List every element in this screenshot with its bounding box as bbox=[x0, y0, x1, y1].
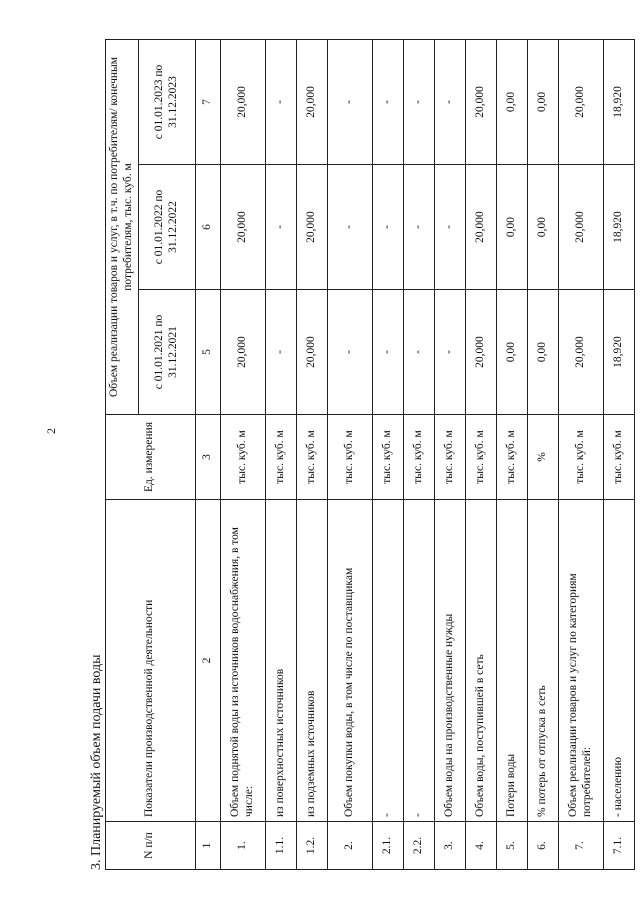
row-value-2023: 0,00 bbox=[496, 39, 527, 164]
row-indicator: % потерь от отпуска в сеть bbox=[527, 500, 558, 822]
row-unit: тыс. куб. м bbox=[403, 415, 434, 500]
row-number: 7.1. bbox=[603, 822, 634, 870]
column-numbers-row bbox=[195, 39, 220, 869]
row-value-2023: - bbox=[327, 39, 372, 164]
table-row bbox=[403, 39, 434, 869]
row-unit: % bbox=[527, 415, 558, 500]
table-row bbox=[527, 39, 558, 869]
page-number: 2 bbox=[44, 428, 58, 434]
table-row bbox=[296, 39, 327, 869]
colnum: 5 bbox=[195, 290, 220, 415]
row-number: 2.2. bbox=[403, 822, 434, 870]
row-number: 2. bbox=[327, 822, 372, 870]
row-indicator: из подземных источников bbox=[296, 500, 327, 822]
row-value-2023: 20,000 bbox=[220, 39, 265, 164]
row-value-2022: - bbox=[265, 165, 296, 290]
row-indicator: - населению bbox=[603, 500, 634, 822]
colnum: 7 bbox=[195, 39, 220, 164]
colnum: 6 bbox=[195, 165, 220, 290]
section-title: 3. Планируемый объем подачи воды bbox=[89, 654, 104, 870]
row-value-2023: - bbox=[265, 39, 296, 164]
row-unit: тыс. куб. м bbox=[558, 415, 603, 500]
colnum: 1 bbox=[195, 822, 220, 870]
row-value-2022: - bbox=[403, 165, 434, 290]
row-value-2022: 20,000 bbox=[296, 165, 327, 290]
header-group: Объем реализации товаров и услуг, в т.ч. по потребителям/ конечным потребителям, тыс. куб. м bbox=[106, 39, 139, 414]
row-value-2022: 0,00 bbox=[496, 165, 527, 290]
row-indicator: Объем покупки воды, в том числе по поставщикам bbox=[327, 500, 372, 822]
row-value-2021: 20,000 bbox=[220, 290, 265, 415]
row-value-2023: 18,920 bbox=[603, 39, 634, 164]
row-number: 3. bbox=[434, 822, 465, 870]
row-unit: тыс. куб. м bbox=[496, 415, 527, 500]
header-unit: Ед. измерения bbox=[106, 415, 196, 500]
table-row bbox=[465, 39, 496, 869]
row-value-2021: 18,920 bbox=[603, 290, 634, 415]
row-indicator: Объем поднятой воды из источников водоснабжения, в том числе: bbox=[220, 500, 265, 822]
row-indicator: - bbox=[403, 500, 434, 822]
row-value-2023: 20,000 bbox=[465, 39, 496, 164]
colnum: 3 bbox=[195, 415, 220, 500]
row-indicator: - bbox=[372, 500, 403, 822]
row-number: 1.2. bbox=[296, 822, 327, 870]
row-unit: тыс. куб. м bbox=[220, 415, 265, 500]
rotated-content bbox=[75, 40, 624, 870]
row-value-2023: 20,000 bbox=[296, 39, 327, 164]
row-value-2022: 0,00 bbox=[527, 165, 558, 290]
row-indicator: из поверхностных источников bbox=[265, 500, 296, 822]
row-unit: тыс. куб. м bbox=[372, 415, 403, 500]
row-value-2022: 20,000 bbox=[220, 165, 265, 290]
row-value-2021: - bbox=[372, 290, 403, 415]
row-number: 5. bbox=[496, 822, 527, 870]
row-value-2021: 20,000 bbox=[558, 290, 603, 415]
row-unit: тыс. куб. м bbox=[434, 415, 465, 500]
row-value-2021: - bbox=[403, 290, 434, 415]
row-number: 1. bbox=[220, 822, 265, 870]
row-value-2022: - bbox=[372, 165, 403, 290]
row-number: 7. bbox=[558, 822, 603, 870]
row-number: 4. bbox=[465, 822, 496, 870]
table-row bbox=[496, 39, 527, 869]
row-indicator: Объем реализации товаров и услуг по категориям потребителей: bbox=[558, 500, 603, 822]
row-value-2023: 0,00 bbox=[527, 39, 558, 164]
row-value-2022: - bbox=[434, 165, 465, 290]
table-row bbox=[327, 39, 372, 869]
row-value-2022: - bbox=[327, 165, 372, 290]
header-num: N п/п bbox=[106, 822, 196, 870]
row-number: 1.1. bbox=[265, 822, 296, 870]
row-unit: тыс. куб. м bbox=[265, 415, 296, 500]
table-row bbox=[434, 39, 465, 869]
water-supply-table bbox=[105, 39, 635, 870]
row-unit: тыс. куб. м bbox=[296, 415, 327, 500]
row-value-2022: 20,000 bbox=[558, 165, 603, 290]
table-row bbox=[265, 39, 296, 869]
row-value-2023: - bbox=[434, 39, 465, 164]
row-value-2021: 20,000 bbox=[465, 290, 496, 415]
row-unit: тыс. куб. м bbox=[603, 415, 634, 500]
row-value-2021: - bbox=[327, 290, 372, 415]
row-value-2022: 18,920 bbox=[603, 165, 634, 290]
header-indicator: Показатели производственной деятельности bbox=[106, 500, 196, 822]
row-indicator: Объем воды, поступившей в сеть bbox=[465, 500, 496, 822]
row-number: 2.1. bbox=[372, 822, 403, 870]
table-row bbox=[372, 39, 403, 869]
row-value-2021: - bbox=[265, 290, 296, 415]
table-row bbox=[220, 39, 265, 869]
row-value-2021: 0,00 bbox=[527, 290, 558, 415]
table-row bbox=[558, 39, 603, 869]
row-number: 6. bbox=[527, 822, 558, 870]
row-unit: тыс. куб. м bbox=[327, 415, 372, 500]
header-row-1 bbox=[106, 39, 139, 869]
row-value-2021: 20,000 bbox=[296, 290, 327, 415]
row-value-2023: - bbox=[403, 39, 434, 164]
header-period-2022: с 01.01.2022 по 31.12.2022 bbox=[138, 165, 195, 290]
row-value-2023: - bbox=[372, 39, 403, 164]
row-value-2021: 0,00 bbox=[496, 290, 527, 415]
row-unit: тыс. куб. м bbox=[465, 415, 496, 500]
row-value-2023: 20,000 bbox=[558, 39, 603, 164]
row-indicator: Объем воды на производственные нужды bbox=[434, 500, 465, 822]
row-indicator: Потери воды bbox=[496, 500, 527, 822]
header-period-2023: с 01.01.2023 по 31.12.2023 bbox=[138, 39, 195, 164]
row-value-2021: - bbox=[434, 290, 465, 415]
colnum: 2 bbox=[195, 500, 220, 822]
table-row bbox=[603, 39, 634, 869]
row-value-2022: 20,000 bbox=[465, 165, 496, 290]
header-period-2021: с 01.01.2021 по 31.12.2021 bbox=[138, 290, 195, 415]
